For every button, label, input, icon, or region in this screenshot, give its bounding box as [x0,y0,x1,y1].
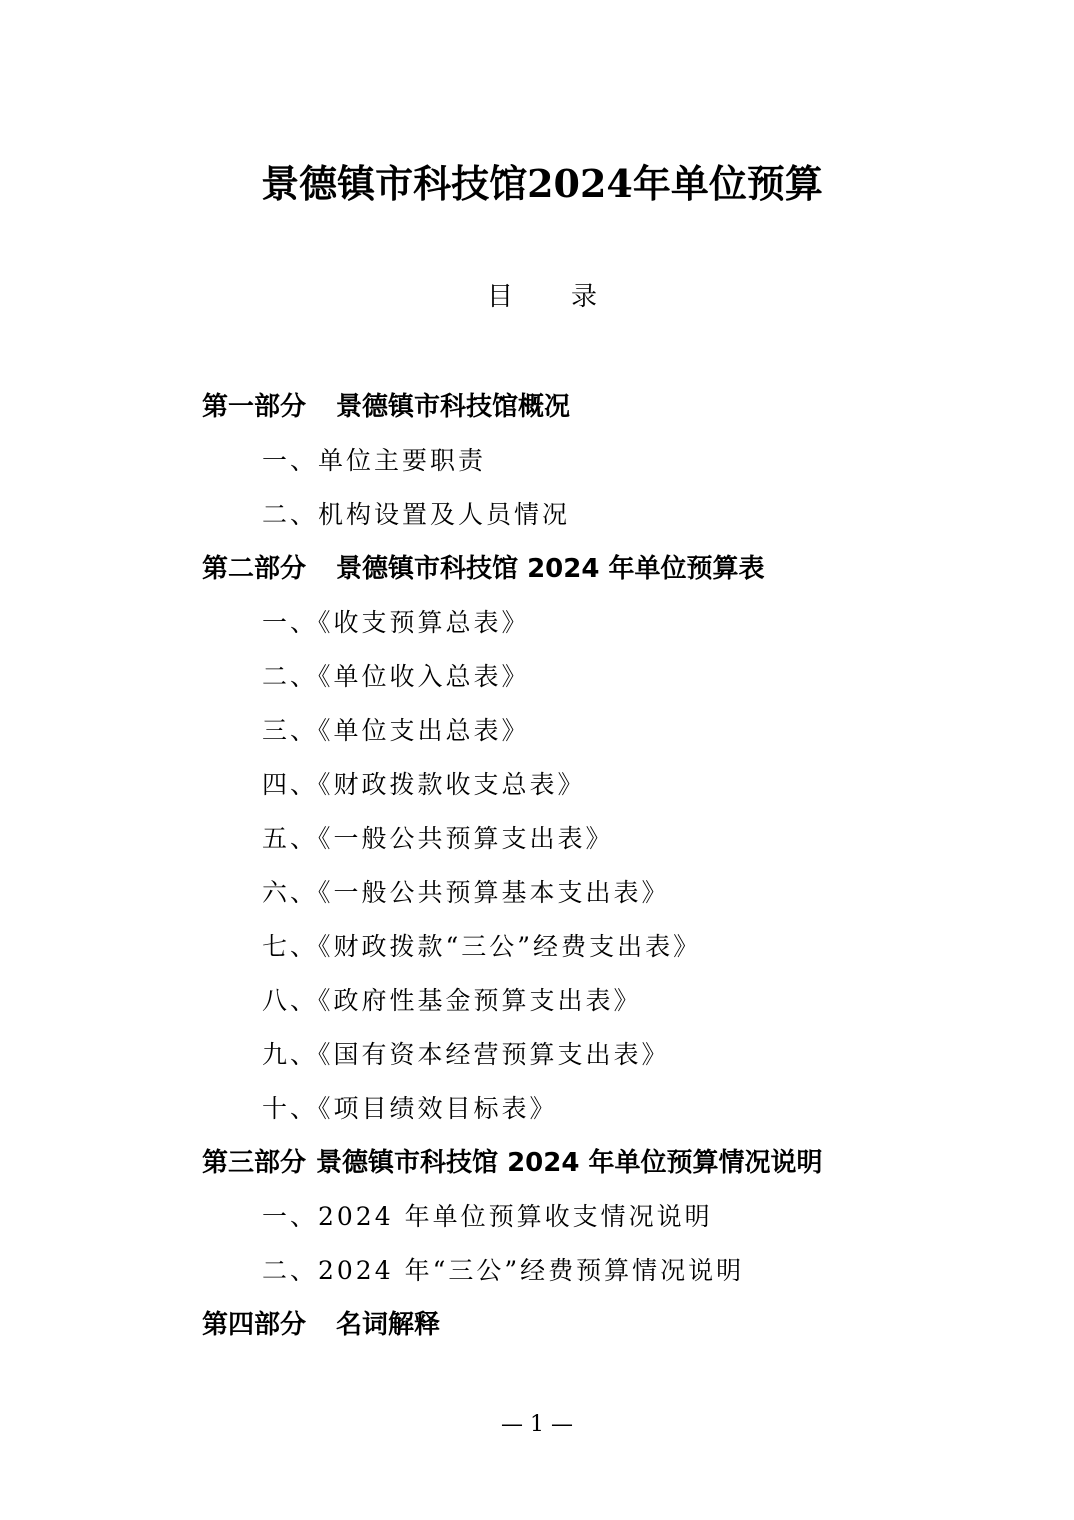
toc-part-3[interactable] [202,1136,1022,1190]
toc-item[interactable]: 三、《单位支出总表》 [262,716,530,745]
toc-item[interactable]: 一、《收支预算总表》 [262,608,530,637]
toc-item[interactable]: 二、《单位收入总表》 [262,662,530,691]
toc-part-1[interactable] [202,380,1022,434]
toc-part-2[interactable] [202,542,1022,596]
toc-item[interactable]: 十、《项目绩效目标表》 [262,1094,558,1123]
toc-heading: 目录 [486,282,655,312]
toc-item[interactable]: 四、《财政拨款收支总表》 [262,770,586,799]
page-number: — 1 — [501,1412,573,1437]
toc-item[interactable]: 七、《财政拨款“三公”经费支出表》 [262,932,702,961]
document-title: 景德镇市科技馆2024年单位预算 [261,161,823,206]
toc-item[interactable]: 九、《国有资本经营预算支出表》 [262,1040,670,1069]
toc-item[interactable]: 五、《一般公共预算支出表》 [262,824,614,853]
toc-part-title: 名词解释 [336,1310,441,1340]
toc-item[interactable]: 六、《一般公共预算基本支出表》 [262,878,670,907]
toc-item[interactable]: 一、2024 年单位预算收支情况说明 [262,1202,713,1231]
toc-item[interactable]: 一、单位主要职责 [262,446,487,475]
toc-item[interactable]: 二、2024 年“三公”经费预算情况说明 [262,1256,745,1285]
table-of-contents [202,380,1022,1352]
toc-item[interactable]: 八、《政府性基金预算支出表》 [262,986,642,1015]
toc-part-4[interactable] [202,1298,1022,1352]
toc-part-label: 第一部分 [202,392,307,422]
toc-part-title: 景德镇市科技馆概况 [336,392,571,422]
toc-item[interactable]: 二、机构设置及人员情况 [262,500,571,529]
toc-part-label: 第二部分 [202,554,307,584]
toc-part-title: 景德镇市科技馆 2024 年单位预算表 [336,554,765,584]
toc-part-title: 景德镇市科技馆 2024 年单位预算情况说明 [316,1148,823,1178]
toc-part-label: 第四部分 [202,1310,307,1340]
toc-part-label: 第三部分 [202,1148,307,1178]
